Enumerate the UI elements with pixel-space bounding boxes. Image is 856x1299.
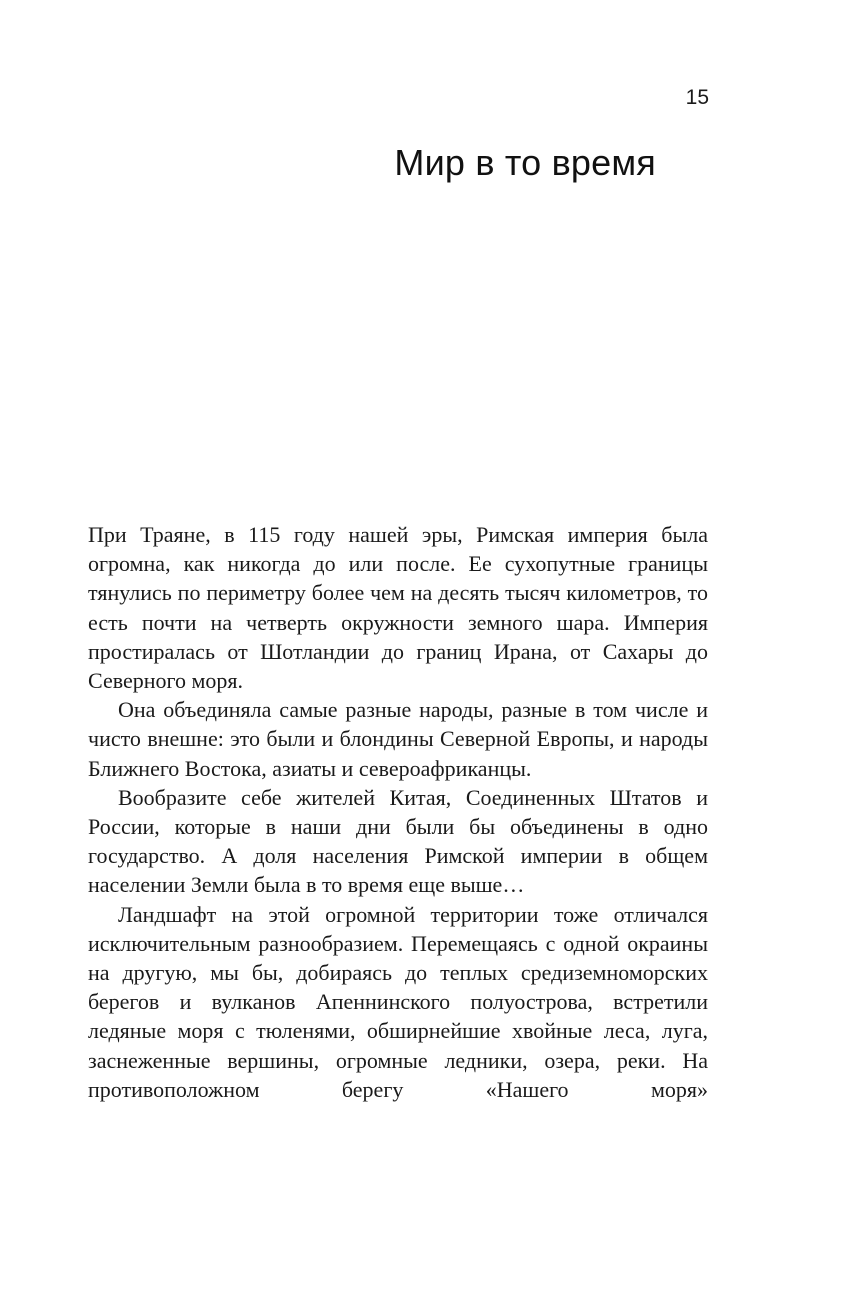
page-number: 15 (685, 86, 709, 109)
body-text (88, 520, 708, 1104)
paragraph-2: Она объединяла самые разные народы, разные в том числе и чисто внешне: это были и блондины Северной Европы, и народы Ближнего Востока, азиаты и североафриканцы. (88, 697, 708, 781)
paragraph-1: При Траяне, в 115 году нашей эры, Римская империя была огромна, как никогда до или после. Ее сухопутные границы тянулись по периметру более чем на десять тысяч километров, то есть почти на четверть окружности земного шара. Империя простиралась от Шотландии до границ Ирана, от Сахары до Северного моря. (88, 522, 708, 694)
chapter-title: Мир в то время (394, 142, 656, 183)
paragraph-3: Вообразите себе жителей Китая, Соединенных Штатов и России, которые в наши дни были бы объединены в одно государство. А доля населения Римской империи в общем населении Земли была в то время еще выше… (88, 784, 708, 898)
paragraph-4: Ландшафт на этой огромной территории тоже отличался исключительным разнообразием. Перемещаясь с одной окраины на другую, мы бы, добираясь до теплых средиземноморских берегов и вулканов Апеннинского полуострова, встретили ледяные моря с тюленями, обширнейшие хвойные леса, луга, заснеженные вершины, огромные ледники, озера, реки. На противоположном берегу «Нашего моря» (88, 901, 708, 1102)
